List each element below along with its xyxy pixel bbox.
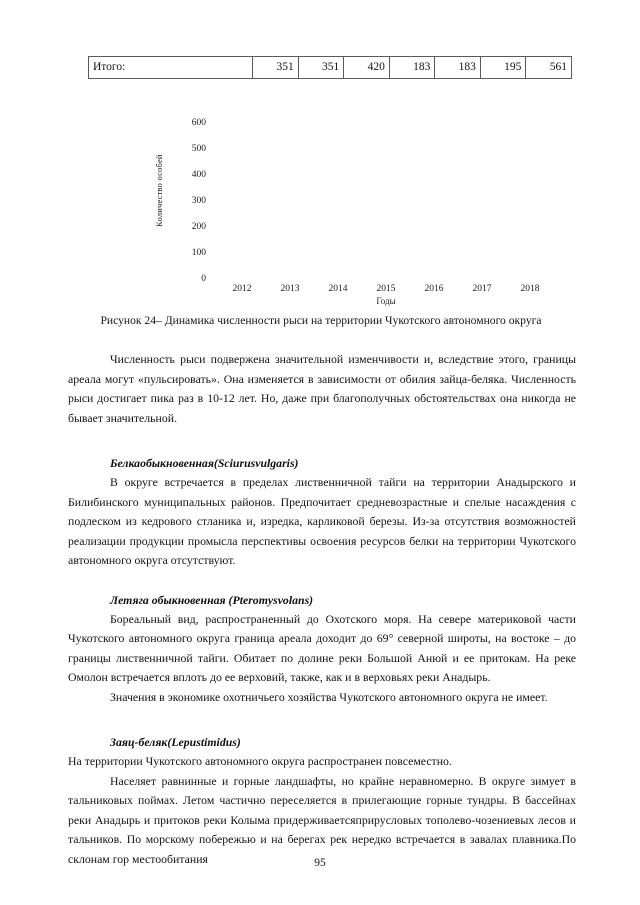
table-cell-value-1: 351 xyxy=(253,57,299,79)
chart-plot-area xyxy=(210,118,560,288)
y-tick-label: 100 xyxy=(191,248,206,258)
table-cell-value-3: 420 xyxy=(344,57,390,79)
document-body xyxy=(68,350,576,869)
population-dynamics-chart xyxy=(154,108,560,308)
table-cell-value-5: 183 xyxy=(435,57,481,79)
x-tick-label: 2017 xyxy=(472,284,492,294)
x-tick-label: 2015 xyxy=(376,284,396,294)
y-tick-label: 500 xyxy=(191,144,206,154)
paragraph-squirrel-body: В округе встречается в пределах лиственничной тайги на территории Анадырского и Билибинского муниципальных районов. Предпочитает средневозрастные и спелые насаждения с подлеском из кедрового стланика и, изредка, карликовой березы. Из-за отсутствия возможностей реализации продукции промысла перспективы освоения ресурсов белки на территории Чукотского автономного округа отсутствуют. xyxy=(68,475,576,567)
totals-table-wrapper xyxy=(88,56,572,79)
chart-y-tick-labels xyxy=(172,118,206,288)
x-tick-label: 2013 xyxy=(280,284,300,294)
page-number: 95 xyxy=(314,857,326,869)
totals-table xyxy=(88,56,572,79)
y-tick-label: 400 xyxy=(191,170,206,180)
y-tick-label: 600 xyxy=(191,118,206,128)
table-cell-value-2: 351 xyxy=(298,57,344,79)
table-cell-value-4: 183 xyxy=(389,57,435,79)
paragraph-hare-body: Населяет равнинные и горные ландшафты, но крайне неравномерно. В округе зимует в тальниковых поймах. Летом частично переселяется в прилегающие горные тундры. В бассейнах реки Анадырь и притоков реки Колыма придерживаетсяприрусловых тополево-чозениевых лесов и тальников. По морскому побережью и на берегах рек нередко встречается в завалах плавника.По склонам гор местообитания xyxy=(68,773,576,866)
paragraph-flying-squirrel-economy: Значения в экономике охотничьего хозяйства Чукотского автономного округа не имеет. xyxy=(110,689,548,704)
chart-x-tick-labels xyxy=(212,284,560,294)
chart-y-axis-label: Количество особей xyxy=(154,154,164,228)
table-cell-value-6: 195 xyxy=(480,57,526,79)
table-cell-value-7: 561 xyxy=(526,57,572,79)
x-tick-label: 2012 xyxy=(232,284,252,294)
paragraph-hare-intro: На территории Чукотского автономного округа распространен повсеместно. xyxy=(68,754,452,768)
heading-hare: Заяц-беляк(Lepustimidus) xyxy=(110,735,241,749)
y-tick-label: 300 xyxy=(191,196,206,206)
paragraph-lynx-intro: Численность рыси подвержена значительной изменчивости и, вследствие этого, границы ареала могут «пульсировать». Она изменяется в зависимости от обилия зайца-беляка. Численность рыси достигает пика раз в 10-12 лет. Но, даже при благополучных обстоятельствах она никогда не бывает значительной. xyxy=(68,352,576,425)
paragraph-flying-squirrel-body: Бореальный вид, распространенный до Охотского моря. На севере материковой части Чукотского автономного округа граница ареала доходит до 69° северной широты, на востоке – до границы лиственничной тайги. Обитает по долине реки Большой Анюй и ее притокам. На реке Омолон встречается вплоть до ее верховий, также, как и в верховьях реки Анадырь. xyxy=(68,611,576,684)
x-tick-label: 2014 xyxy=(328,284,348,294)
y-tick-label: 200 xyxy=(191,222,206,232)
heading-squirrel: Белкаобыкновенная(Sciurusvulgaris) xyxy=(110,456,299,470)
figure-caption: Рисунок 24– Динамика численности рыси на территории Чукотского автономного округа xyxy=(100,314,542,327)
table-row xyxy=(89,57,572,79)
x-tick-label: 2018 xyxy=(520,284,540,294)
x-tick-label: 2016 xyxy=(424,284,444,294)
heading-flying-squirrel: Летяга обыкновенная (Pteromysvolans) xyxy=(110,592,314,607)
table-cell-label: Итого: xyxy=(89,57,253,79)
chart-x-axis-label: Годы xyxy=(376,296,396,306)
y-tick-label: 0 xyxy=(201,274,206,284)
